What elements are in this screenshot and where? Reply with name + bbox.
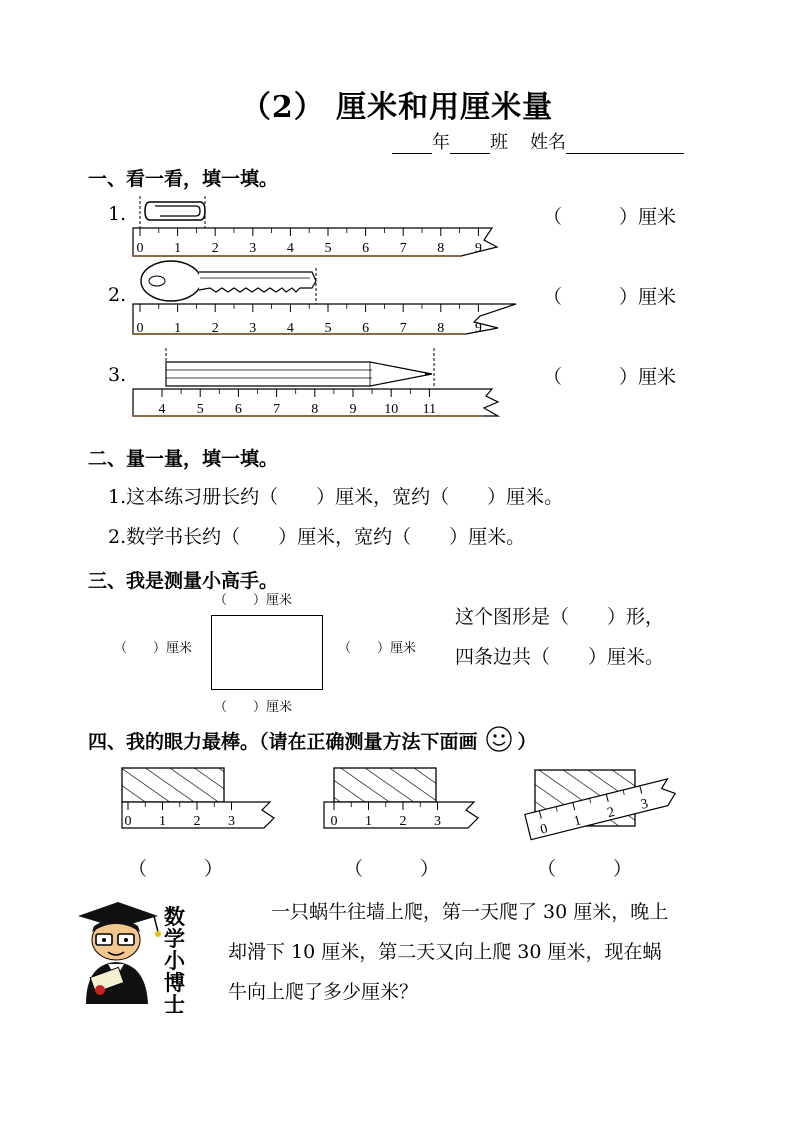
fig3-ruler-tick-label: 0 (538, 821, 550, 838)
ruler3-tick-label: 4 (158, 402, 166, 417)
snail-problem-line1: 一只蜗牛往墙上爬，第一天爬了 30 厘米，晚上 (271, 901, 669, 923)
shape-question[interactable]: 这个图形是（ ）形， (455, 606, 665, 628)
fig2-ruler-tick-label: 1 (365, 814, 372, 829)
ruler3-tick-label: 9 (349, 402, 357, 417)
item3-answer[interactable]: （ ）厘米 (543, 366, 677, 388)
fig1-ruler-tick-label: 3 (228, 814, 235, 829)
fig3-ruler-tick-label: 3 (639, 796, 650, 813)
measure-figure-1 (122, 768, 274, 829)
ruler3-tick-label: 5 (196, 402, 204, 417)
ruler1-tick-label: 8 (437, 241, 445, 256)
item1-number: 1. (108, 203, 127, 225)
workbook-question[interactable]: 1.这本练习册长约（ ）厘米，宽约（ ）厘米。 (108, 486, 564, 508)
math-doctor-badge: 数 学 小 博 士 (164, 905, 185, 1017)
math-doctor-mascot-icon (74, 898, 164, 1008)
item1-answer[interactable]: （ ）厘米 (543, 206, 677, 228)
snail-problem-line3: 牛向上爬了多少厘米？ (228, 981, 419, 1003)
fig1-ruler-tick-label: 0 (124, 814, 132, 829)
ruler1-tick-label: 5 (324, 241, 332, 256)
bottom-side-answer[interactable]: （ ）厘米 (214, 700, 293, 715)
ruler2-tick-label: 0 (136, 321, 144, 336)
ruler2-tick-label: 2 (211, 321, 219, 336)
measure-figure-3 (525, 770, 678, 841)
fig1-ruler-tick-label: 2 (193, 814, 201, 829)
section2-heading: 二、量一量，填一填。 (88, 448, 279, 470)
ruler1-tick-label: 9 (474, 241, 482, 256)
right-side-answer[interactable]: （ ）厘米 (338, 641, 417, 656)
answer-figure-2[interactable]: （ ） (344, 858, 440, 880)
ruler2-tick-label: 1 (174, 321, 182, 336)
ruler1-tick-label: 2 (211, 241, 219, 256)
ruler1-tick-label: 0 (136, 241, 144, 256)
ruler2-tick-label: 9 (474, 321, 482, 336)
ruler2-tick-label: 5 (324, 321, 332, 336)
top-side-answer[interactable]: （ ）厘米 (214, 593, 293, 608)
ruler3-tick-label: 10 (384, 402, 399, 417)
fig2-ruler-tick-label: 0 (330, 814, 338, 829)
ruler2-tick-label: 7 (399, 321, 407, 336)
ruler3-tick-label: 11 (422, 402, 437, 417)
perimeter-question[interactable]: 四条边共（ ）厘米。 (455, 646, 665, 668)
item3-number: 3. (108, 364, 127, 386)
fig1-ruler-tick-label: 1 (159, 814, 166, 829)
ruler2-tick-label: 8 (437, 321, 445, 336)
fig2-ruler-tick-label: 2 (399, 814, 407, 829)
fig3-ruler-tick-label: 1 (572, 813, 583, 830)
answer-figure-3[interactable]: （ ） (537, 858, 633, 880)
measure-figure-2 (324, 768, 478, 829)
ruler1-tick-label: 3 (249, 241, 257, 256)
ruler3-tick-label: 8 (311, 402, 319, 417)
ruler3-tick-label: 7 (273, 402, 281, 417)
section1-heading: 一、看一看，填一填。 (88, 168, 279, 190)
grade-label: 年 (432, 132, 450, 153)
ruler1-tick-label: 1 (174, 241, 182, 256)
left-side-answer[interactable]: （ ）厘米 (114, 641, 193, 656)
item2-answer[interactable]: （ ）厘米 (543, 286, 677, 308)
page-title: （2） 厘米和用厘米量 (240, 90, 554, 125)
answer-figure-1[interactable]: （ ） (128, 858, 224, 880)
fig2-ruler-tick-label: 3 (434, 814, 441, 829)
mathbook-question[interactable]: 2.数学书长约（ ）厘米，宽约（ ）厘米。 (108, 526, 526, 548)
item2-number: 2. (108, 284, 127, 306)
ruler2-tick-label: 6 (362, 321, 370, 336)
ruler1-tick-label: 6 (362, 241, 370, 256)
snail-problem-line2: 却滑下 10 厘米，第二天又向上爬 30 厘米，现在蜗 (228, 941, 662, 963)
ruler1-tick-label: 4 (286, 241, 294, 256)
section4-heading: 四、我的眼力最棒。（请在正确测量方法下面画 ） (88, 727, 537, 754)
ruler2-tick-label: 3 (249, 321, 257, 336)
name-label: 姓名 (530, 132, 566, 153)
ruler3-tick-label: 6 (234, 402, 242, 417)
ruler2-tick-label: 4 (286, 321, 294, 336)
section3-heading: 三、我是测量小高手。 (88, 570, 279, 592)
fig3-ruler-tick-label: 2 (605, 804, 617, 822)
class-label: 班 (490, 132, 508, 153)
ruler1-tick-label: 7 (399, 241, 407, 256)
